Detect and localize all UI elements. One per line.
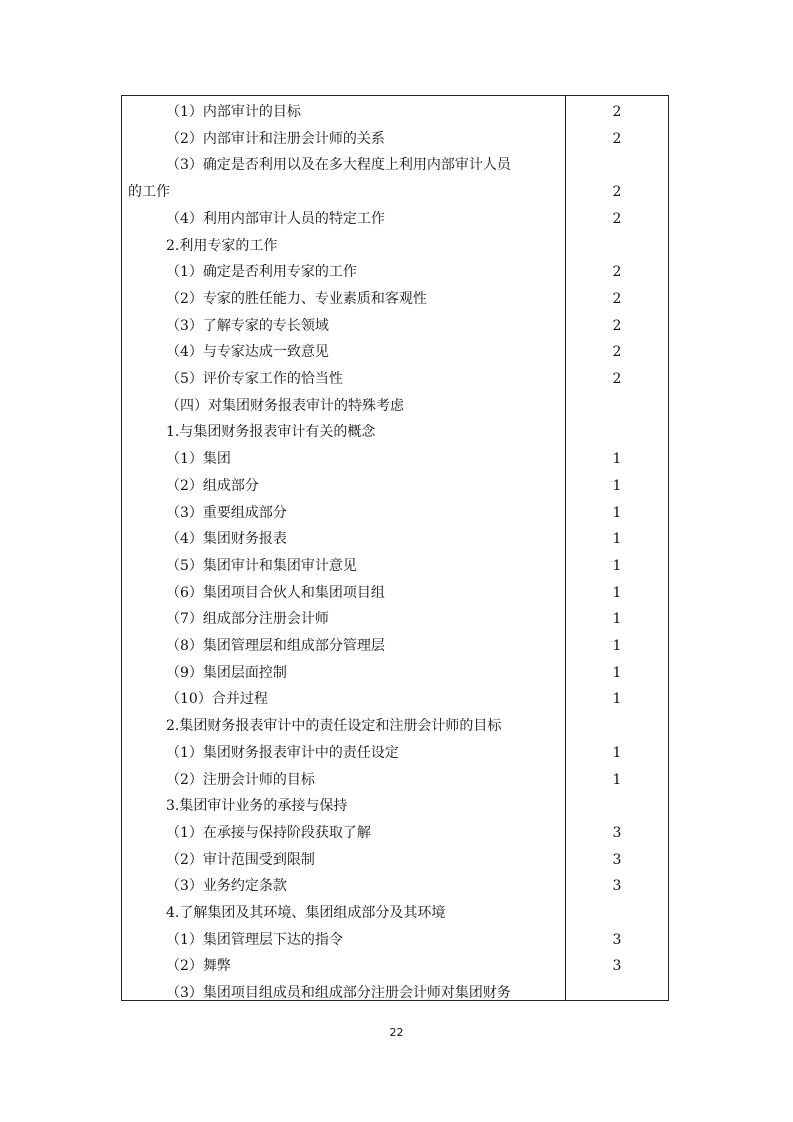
hours-cell: 1 — [612, 744, 622, 761]
topic-cell: 3.集团审计业务的承接与保持 — [166, 798, 348, 815]
hours-cell: 1 — [612, 504, 622, 521]
table-row — [121, 500, 669, 527]
table-row — [121, 793, 669, 820]
topic-cell: （8）集团管理层和组成部分管理层 — [166, 638, 385, 654]
hours-cell: 2 — [612, 104, 622, 120]
topic-cell: （10）合并过程 — [166, 691, 268, 708]
table-row — [121, 473, 669, 500]
table-row — [121, 660, 669, 687]
table-row — [121, 767, 669, 794]
table-row — [121, 99, 669, 126]
hours-cell: 1 — [612, 664, 622, 681]
hours-cell: 1 — [612, 611, 622, 628]
hours-cell: 3 — [612, 878, 622, 895]
topic-cell: （2）专家的胜任能力、专业素质和客观性 — [166, 290, 427, 307]
table-row — [121, 580, 669, 607]
hours-cell: 1 — [612, 451, 622, 468]
table-row — [121, 526, 669, 553]
topic-cell: （6）集团项目合伙人和集团项目组 — [166, 584, 385, 601]
topic-cell: （1）在承接与保持阶段获取了解 — [166, 824, 371, 841]
hours-cell: 1 — [612, 691, 622, 708]
topic-cell: （1）集团 — [166, 451, 231, 468]
topic-cell: （5）评价专家工作的恰当性 — [166, 371, 343, 387]
table-row — [121, 927, 669, 954]
topic-cell: （3）业务约定条款 — [166, 878, 287, 895]
topic-cell: 的工作 — [128, 184, 170, 201]
hours-cell: 1 — [612, 638, 622, 654]
hours-cell: 2 — [612, 317, 622, 334]
table-row — [121, 873, 669, 900]
topic-cell: （1）集团管理层下达的指令 — [166, 931, 343, 948]
topic-cell: （4）利用内部审计人员的特定工作 — [166, 210, 385, 227]
table-row — [121, 980, 669, 1007]
hours-cell: 1 — [612, 531, 622, 548]
table-row — [121, 633, 669, 660]
topic-cell: （3）确定是否利用以及在多大程度上利用内部审计人员 — [166, 157, 511, 174]
topic-cell: （1）确定是否利用专家的工作 — [166, 264, 357, 281]
hours-cell: 1 — [612, 477, 622, 494]
hours-cell: 2 — [612, 290, 622, 307]
hours-cell: 2 — [612, 264, 622, 281]
table-row — [121, 553, 669, 580]
topic-cell: （3）集团项目组成员和组成部分注册会计师对集团财务 — [166, 985, 511, 1002]
topic-cell: （2）组成部分 — [166, 477, 259, 494]
topic-cell: （3）重要组成部分 — [166, 504, 287, 521]
table-row — [121, 179, 669, 206]
table-row — [121, 686, 669, 713]
topic-cell: （7）组成部分注册会计师 — [166, 611, 329, 628]
hours-cell: 3 — [612, 824, 622, 841]
topic-cell: 2.集团财务报表审计中的责任设定和注册会计师的目标 — [166, 718, 502, 735]
table-row — [121, 339, 669, 366]
hours-cell: 1 — [612, 557, 622, 574]
table-row — [121, 393, 669, 420]
topic-cell: （5）集团审计和集团审计意见 — [166, 557, 357, 574]
table-row — [121, 126, 669, 153]
hours-cell: 3 — [612, 851, 622, 868]
hours-cell: 2 — [612, 210, 622, 227]
table-row — [121, 419, 669, 446]
topic-cell: （2）注册会计师的目标 — [166, 771, 315, 788]
topic-cell: （1）内部审计的目标 — [166, 104, 301, 120]
table-row — [121, 366, 669, 393]
hours-cell: 3 — [612, 931, 622, 948]
table-row — [121, 847, 669, 874]
table-row — [121, 900, 669, 927]
topic-cell: （四）对集团财务报表审计的特殊考虑 — [166, 397, 404, 414]
topic-cell: （2）舞弊 — [166, 958, 231, 975]
hours-cell: 1 — [612, 584, 622, 601]
hours-cell: 2 — [612, 130, 622, 147]
topic-cell: （2）审计范围受到限制 — [166, 851, 315, 868]
table-row — [121, 259, 669, 286]
topic-cell: （3）了解专家的专长领域 — [166, 317, 329, 334]
topic-cell: （4）集团财务报表 — [166, 531, 287, 548]
page-number: 22 — [389, 1026, 404, 1039]
table-row — [121, 446, 669, 473]
hours-cell: 1 — [612, 771, 622, 788]
table-row — [121, 820, 669, 847]
topic-cell: （1）集团财务报表审计中的责任设定 — [166, 744, 399, 761]
table-row — [121, 206, 669, 233]
topic-cell: （9）集团层面控制 — [166, 664, 287, 681]
hours-cell: 2 — [612, 344, 622, 361]
table-row — [121, 233, 669, 260]
table-row — [121, 953, 669, 980]
table-row — [121, 152, 669, 179]
table-row — [121, 713, 669, 740]
topic-cell: 4.了解集团及其环境、集团组成部分及其环境 — [166, 905, 446, 921]
hours-cell: 3 — [612, 958, 622, 975]
hours-cell: 2 — [612, 184, 622, 201]
topic-cell: 1.与集团财务报表审计有关的概念 — [166, 424, 376, 441]
table-row — [121, 740, 669, 767]
topic-cell: （4）与专家达成一致意见 — [166, 344, 329, 361]
hours-cell: 2 — [612, 371, 622, 387]
table-row — [121, 606, 669, 633]
topic-cell: （2）内部审计和注册会计师的关系 — [166, 130, 385, 147]
table-row — [121, 313, 669, 340]
table-row — [121, 286, 669, 313]
topic-cell: 2.利用专家的工作 — [166, 237, 278, 254]
